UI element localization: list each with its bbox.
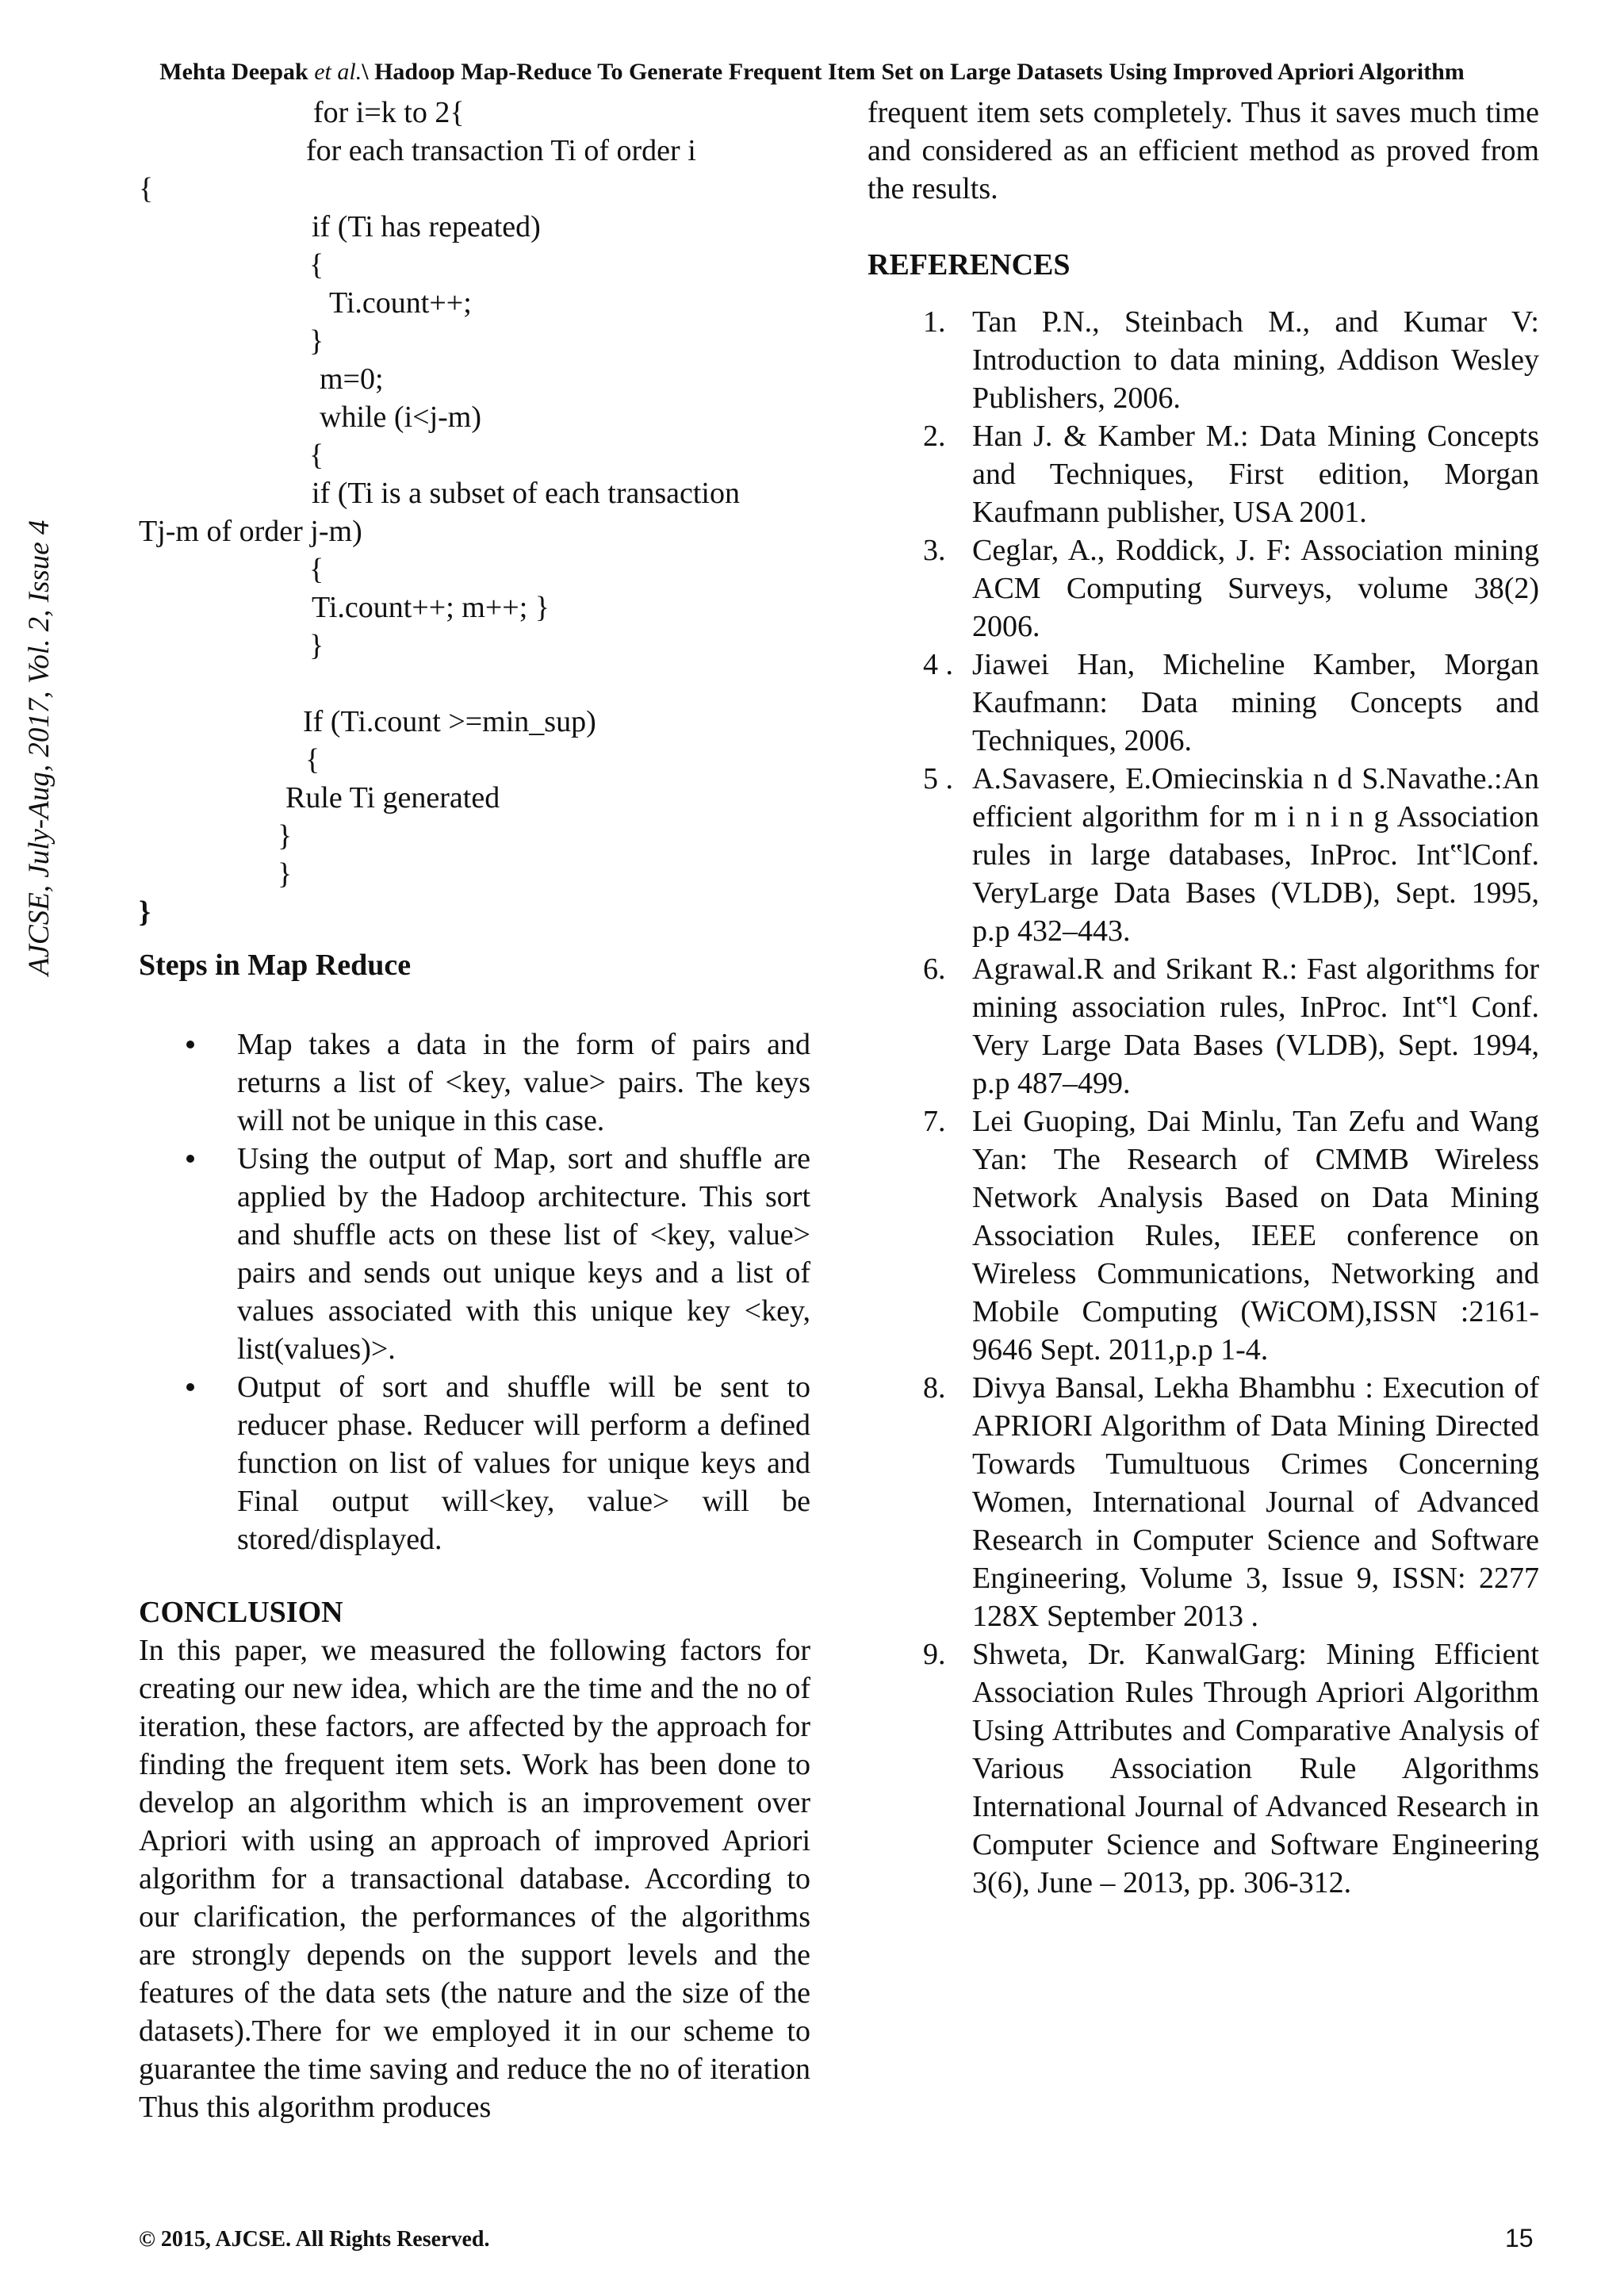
reference-item bbox=[923, 1102, 1539, 1369]
reference-text: Tan P.N., Steinbach M., and Kumar V: Introduction to data mining, Addison Wesley Publishers, 2006. bbox=[972, 305, 1539, 415]
reference-number: 8. bbox=[923, 1371, 946, 1405]
code-line: If (Ti.count >=min_sup) bbox=[303, 705, 596, 738]
reference-text: A.Savasere, E.Omiecinskia n d S.Navathe.:An efficient algorithm for m i n i n g Association rules in large databases, InProc. Int‟lConf. VeryLarge Data Bases (VLDB), Sept. 1995, p.p 432–443. bbox=[972, 762, 1539, 948]
reference-number: 4 . bbox=[923, 648, 953, 681]
code-line: for i=k to 2{ bbox=[313, 96, 465, 129]
reference-text: Lei Guoping, Dai Minlu, Tan Zefu and Wang Yan: The Research of CMMB Wireless Network Analysis Based on Data Mining Association Rules, IEEE conference on Wireless Communications, Networking and Mobile Computing (WiCOM),ISSN :2161- 9646 Sept. 2011,p.p 1-4. bbox=[972, 1105, 1539, 1366]
reference-text: Divya Bansal, Lekha Bhambhu : Execution of APRIORI Algorithm of Data Mining Directed Towards Tumultuous Crimes Concerning Women, International Journal of Advanced Research in Computer Science and Software Engineering, Volume 3, Issue 9, ISSN: 2277 128X September 2013 . bbox=[972, 1371, 1539, 1633]
reference-list bbox=[868, 303, 1539, 1902]
reference-number: 1. bbox=[923, 305, 946, 339]
references-heading: REFERENCES bbox=[868, 248, 1071, 282]
running-header bbox=[0, 59, 1624, 86]
copyright-footer: © 2015, AJCSE. All Rights Reserved. bbox=[139, 2227, 490, 2252]
code-line: Ti.count++; bbox=[329, 286, 472, 320]
steps-list bbox=[139, 1025, 810, 1558]
code-line: { bbox=[309, 248, 324, 282]
header-etal: et al. bbox=[314, 59, 362, 85]
code-line: Rule Ti generated bbox=[285, 781, 500, 815]
list-item bbox=[237, 1368, 810, 1558]
right-column bbox=[868, 94, 1539, 1902]
header-title: \ Hadoop Map-Reduce To Generate Frequent Item Set on Large Datasets Using Improved Apriori Algorithm bbox=[362, 59, 1465, 85]
code-line: { bbox=[309, 553, 324, 586]
journal-sidebar: AJCSE, July-Aug, 2017, Vol. 2, Issue 4 bbox=[23, 519, 56, 976]
bullet-icon bbox=[186, 1041, 194, 1048]
reference-text: Ceglar, A., Roddick, J. F: Association mining ACM Computing Surveys, volume 38(2) 2006. bbox=[972, 534, 1539, 643]
code-line: } bbox=[278, 857, 293, 891]
bullet-icon bbox=[186, 1155, 194, 1163]
bullet-icon bbox=[186, 1383, 194, 1391]
code-line: { bbox=[309, 439, 324, 472]
conclusion-heading: CONCLUSION bbox=[139, 1596, 343, 1629]
code-line: Ti.count++; m++; } bbox=[312, 591, 550, 624]
code-line: { bbox=[305, 743, 320, 776]
code-line: while (i<j-m) bbox=[320, 401, 481, 434]
reference-item bbox=[923, 646, 1539, 760]
reference-item bbox=[923, 1635, 1539, 1902]
left-column bbox=[139, 94, 810, 2126]
reference-text: Shweta, Dr. KanwalGarg: Mining Efficient Association Rules Through Apriori Algorithm Using Attributes and Comparative Analysis of Various Association Rule Algorithms International Journal of Advanced Research in Computer Science and Software Engineering 3(6), June – 2013, pp. 306-312. bbox=[972, 1638, 1539, 1899]
reference-text: Jiawei Han, Micheline Kamber, Morgan Kaufmann: Data mining Concepts and Techniques, 2006. bbox=[972, 648, 1539, 757]
code-line: } bbox=[139, 895, 151, 929]
steps-heading: Steps in Map Reduce bbox=[139, 949, 412, 982]
code-line: for each transaction Ti of order i bbox=[306, 134, 696, 167]
reference-number: 9. bbox=[923, 1638, 946, 1671]
reference-item bbox=[923, 417, 1539, 531]
code-line: m=0; bbox=[320, 362, 384, 396]
list-item-text: Output of sort and shuffle will be sent to reducer phase. Reducer will perform a defined function on list of values for unique keys and Final output will<key, value> will be stored/displayed. bbox=[237, 1370, 810, 1556]
code-line: if (Ti has repeated) bbox=[312, 210, 541, 243]
reference-item bbox=[923, 531, 1539, 646]
code-line: { bbox=[139, 172, 154, 205]
reference-number: 6. bbox=[923, 953, 946, 986]
code-line: } bbox=[278, 819, 293, 853]
code-line: if (Ti is a subset of each transaction bbox=[312, 477, 740, 510]
code-line: } bbox=[309, 324, 324, 358]
reference-text: Han J. & Kamber M.: Data Mining Concepts and Techniques, First edition, Morgan Kaufmann publisher, USA 2001. bbox=[972, 420, 1539, 529]
reference-text: Agrawal.R and Srikant R.: Fast algorithms for mining association rules, InProc. Int‟l Conf. Very Large Data Bases (VLDB), Sept. 1994, p.p 487–499. bbox=[972, 953, 1539, 1100]
reference-item bbox=[923, 303, 1539, 417]
reference-number: 2. bbox=[923, 420, 946, 453]
conclusion-text: In this paper, we measured the following factors for creating our new idea, which are the time and the no of iteration, these factors, are affected by the approach for finding the frequent item sets. Work has been done to develop an algorithm which is an improvement over Apriori with using an approach of improved Apriori algorithm for a transactional database. According to our clarification, the performances of the algorithms are strongly depends on the support levels and the features of the data sets (the nature and the size of the datasets).There for we employed it in our scheme to guarantee the time saving and reduce the no of iteration Thus this algorithm produces bbox=[139, 1634, 810, 2124]
reference-number: 7. bbox=[923, 1105, 946, 1138]
conclusion-continued: frequent item sets completely. Thus it saves much time and considered as an efficient method as proved from the results. bbox=[868, 96, 1539, 205]
reference-number: 3. bbox=[923, 534, 946, 567]
reference-item bbox=[923, 950, 1539, 1102]
list-item bbox=[237, 1025, 810, 1140]
header-author: Mehta Deepak bbox=[159, 59, 308, 85]
list-item bbox=[237, 1140, 810, 1368]
list-item-text: Using the output of Map, sort and shuffle are applied by the Hadoop architecture. This sort and shuffle acts on these list of <key, value> pairs and sends out unique keys and a list of values associated with this unique key <key, list(values)>. bbox=[237, 1142, 810, 1366]
reference-number: 5 . bbox=[923, 762, 953, 795]
page-number: 15 bbox=[1505, 2224, 1534, 2252]
code-line: Tj-m of order j-m) bbox=[139, 515, 362, 548]
code-line: } bbox=[309, 629, 324, 662]
list-item-text: Map takes a data in the form of pairs and returns a list of <key, value> pairs. The keys will not be unique in this case. bbox=[237, 1028, 810, 1137]
reference-item bbox=[923, 760, 1539, 950]
reference-item bbox=[923, 1369, 1539, 1635]
pseudocode-block bbox=[139, 94, 810, 946]
